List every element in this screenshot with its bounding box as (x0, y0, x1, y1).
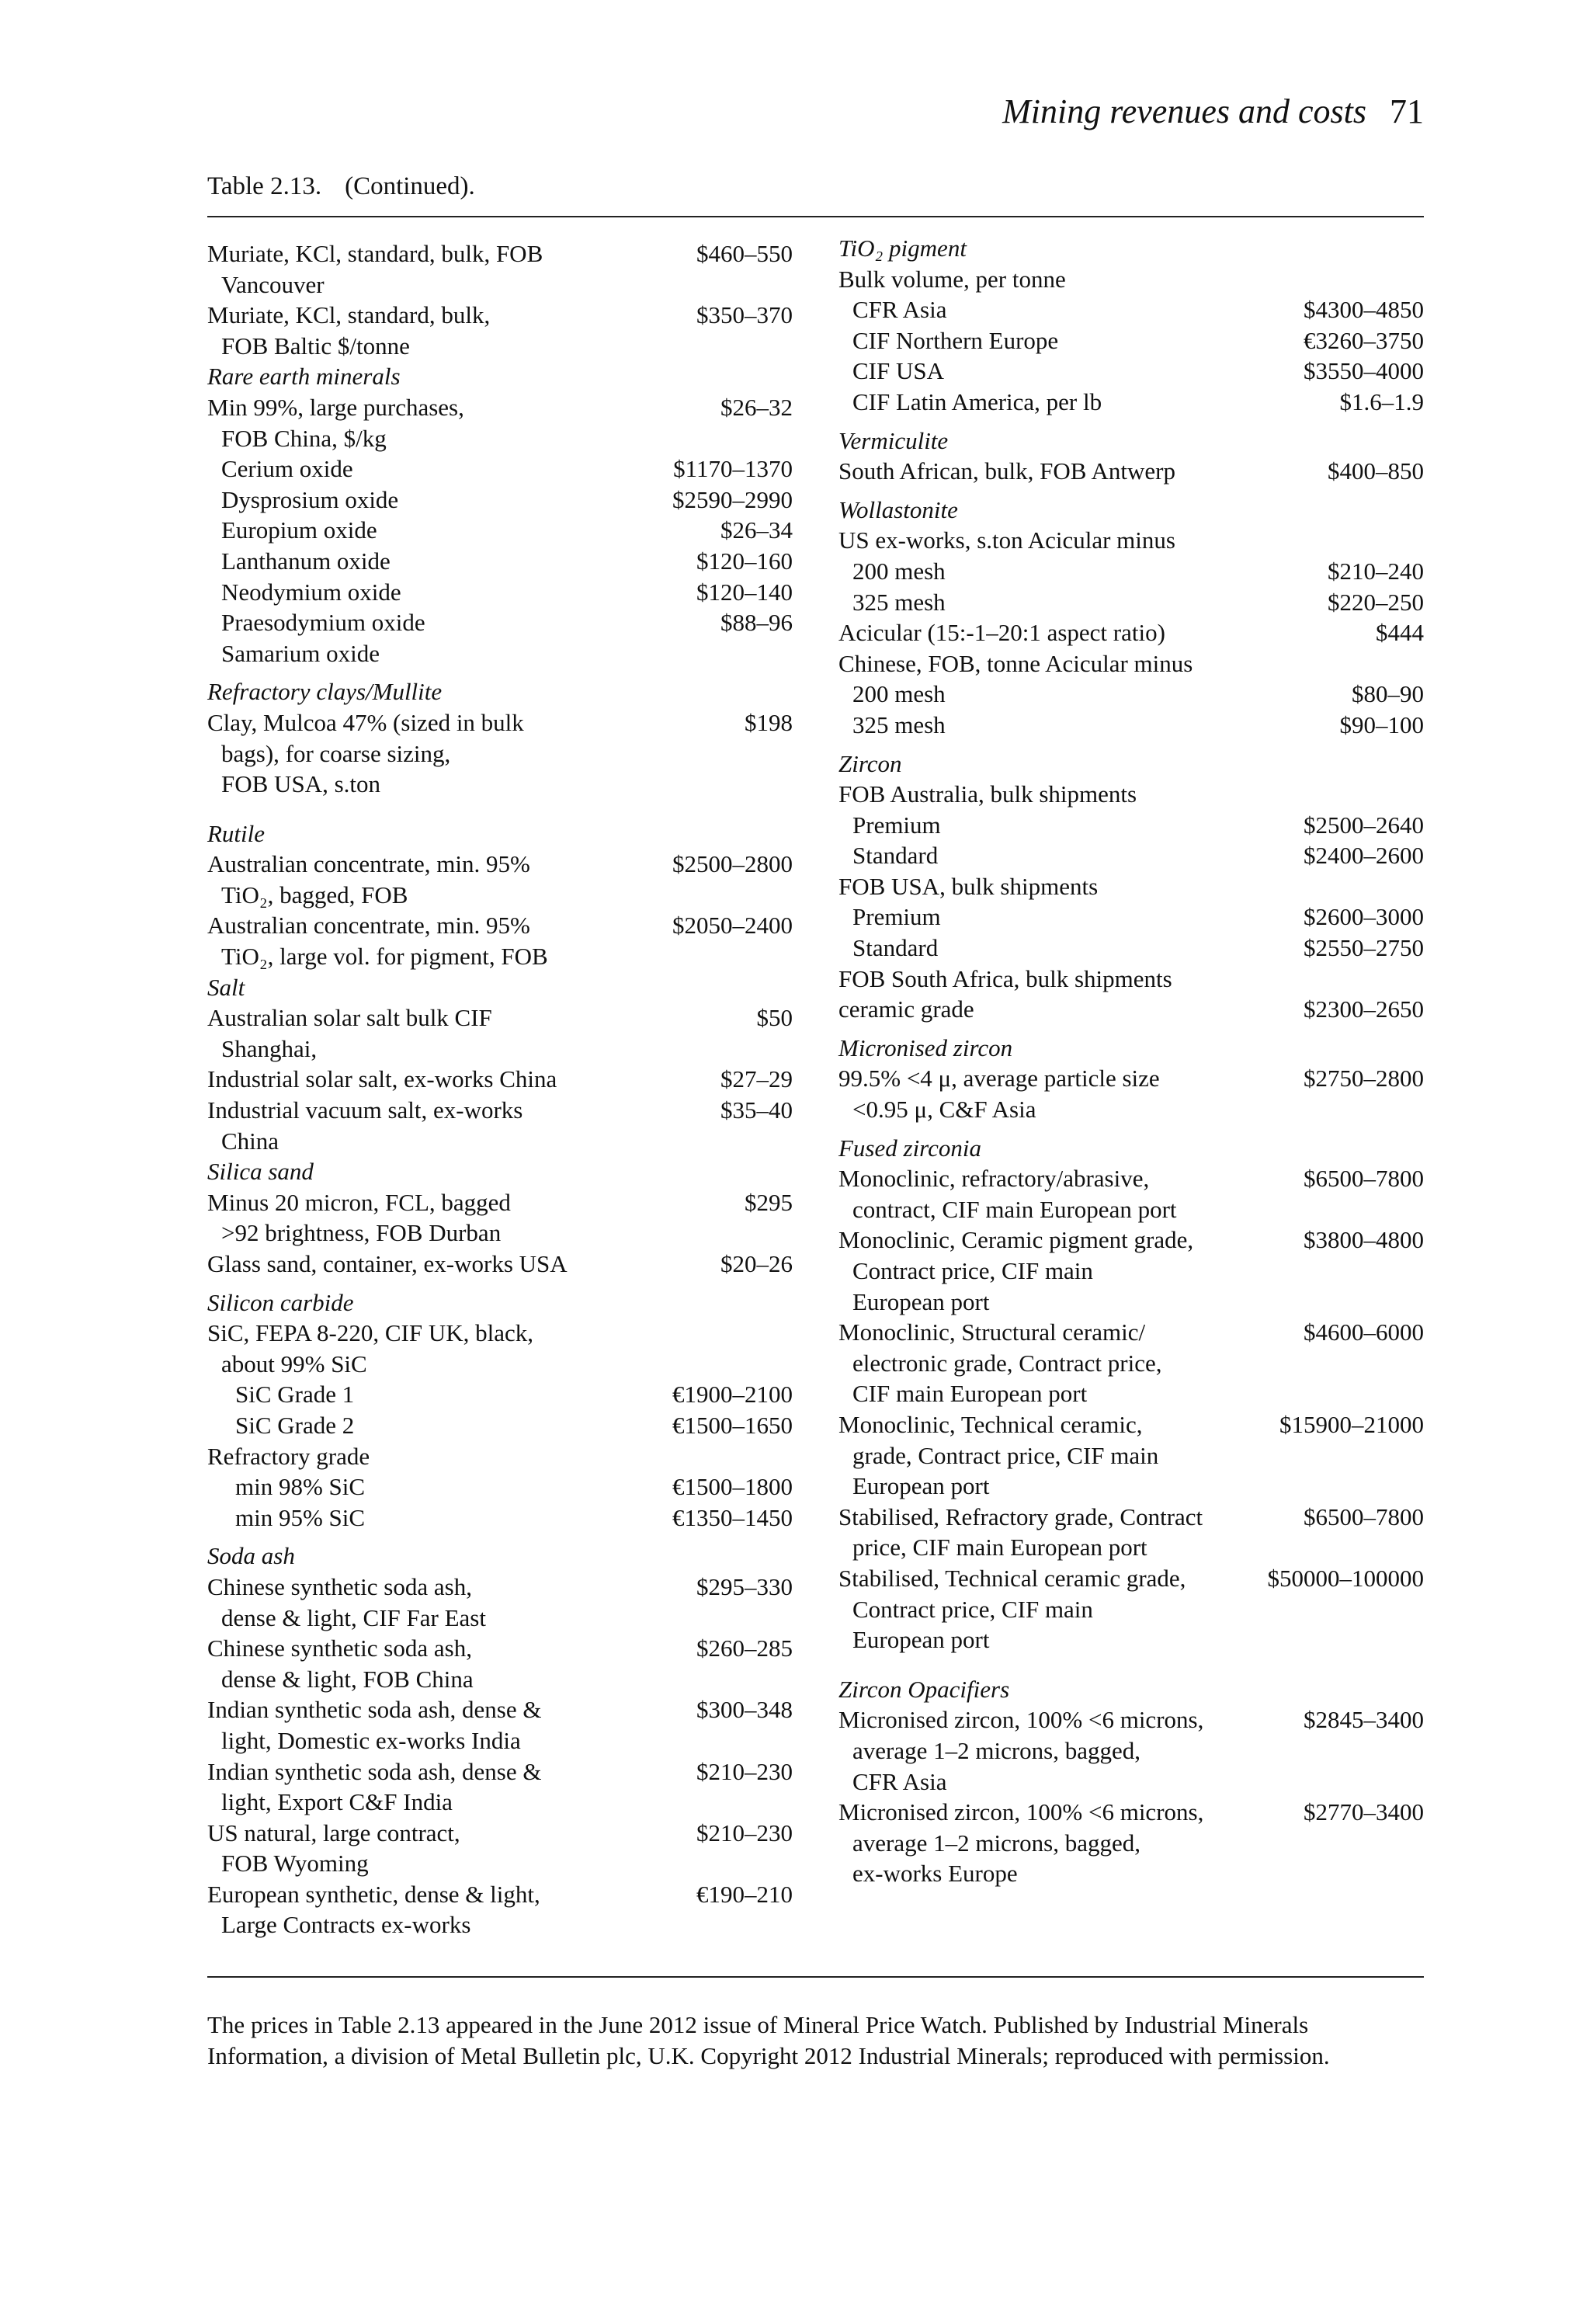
row-label: Australian concentrate, min. 95% (207, 912, 530, 940)
table-row (838, 587, 1424, 618)
row-price: $350–370 (696, 301, 793, 329)
row-price: $2500–2640 (1304, 811, 1424, 839)
row-label-continuation: light, Export C&F India (221, 1788, 453, 1816)
row-label: Acicular (15:-1–20:1 aspect ratio) (838, 619, 1165, 647)
row-label-continuation: TiO₂, large vol. for pigment, FOB (221, 943, 548, 971)
row-label: Clay, Mulcoa 47% (sized in bulk (207, 708, 524, 736)
table-footnote: The prices in Table 2.13 appeared in the June 2012 issue of Mineral Price Watch. Published by Industrial Minerals Information, a division of Metal Bulletin plc, U.K. Copyright 2012 Industrial Minerals; reproduced with permission. (207, 2011, 1330, 2069)
row-price: $26–32 (720, 393, 793, 421)
category-heading: Vermiculite (838, 426, 949, 454)
table-row (207, 1095, 793, 1156)
table-row (207, 300, 793, 361)
row-label: min 95% SiC (235, 1503, 366, 1531)
row-label-continuation: CFR Asia (852, 1767, 947, 1795)
table-row (207, 1441, 793, 1472)
page-number: 71 (1390, 92, 1424, 130)
table-row (838, 325, 1424, 356)
category-heading: Soda ash (207, 1542, 295, 1570)
row-label-continuation: European port (852, 1472, 990, 1500)
category-heading: Rare earth minerals (207, 363, 401, 391)
row-label-continuation: light, Domestic ex-works India (221, 1726, 521, 1754)
row-label: Muriate, KCl, standard, bulk, FOB (207, 240, 543, 267)
row-price: $20–26 (720, 1250, 793, 1277)
row-label: 325 mesh (852, 588, 946, 616)
table-row (838, 356, 1424, 387)
row-price: €3260–3750 (1304, 326, 1424, 354)
row-label: European synthetic, dense & light, (207, 1880, 540, 1908)
category-heading: Zircon (838, 749, 902, 777)
row-label: SiC Grade 1 (235, 1381, 355, 1409)
row-label: US natural, large contract, (207, 1819, 460, 1846)
row-label: FOB South Africa, bulk shipments (838, 964, 1172, 992)
row-price: $80–90 (1352, 680, 1424, 708)
table-row (207, 485, 793, 516)
table-number: Table 2.13. (207, 172, 322, 200)
table-row (838, 933, 1424, 964)
row-price: $4300–4850 (1304, 296, 1424, 324)
table-bottom-rule (207, 1976, 1424, 1978)
row-price: $295–330 (696, 1572, 793, 1600)
row-label: CIF Latin America, per lb (852, 387, 1102, 415)
row-price: $198 (745, 708, 793, 736)
row-label: min 98% SiC (235, 1473, 366, 1501)
table-row (207, 1502, 793, 1534)
row-label: CFR Asia (852, 296, 947, 324)
row-price: $300–348 (696, 1696, 793, 1724)
row-label: Glass sand, container, ex-works USA (207, 1250, 568, 1277)
row-label: Indian synthetic soda ash, dense & (207, 1757, 542, 1785)
row-label-continuation: FOB Baltic $/tonne (221, 332, 410, 360)
category-heading: Refractory clays/Mullite (207, 678, 443, 706)
table-row (838, 456, 1424, 487)
row-price: $6500–7800 (1304, 1165, 1424, 1193)
row-price: $220–250 (1328, 588, 1424, 616)
row-label-continuation: TiO₂, bagged, FOB (221, 881, 408, 908)
row-label-continuation: European port (852, 1287, 990, 1315)
row-label: Refractory grade (207, 1442, 370, 1470)
row-label: Europium oxide (221, 516, 377, 544)
row-price: $444 (1376, 619, 1424, 647)
row-label: Bulk volume, per tonne (838, 265, 1066, 293)
table-row (838, 840, 1424, 871)
row-price: $460–550 (696, 240, 793, 267)
category-heading: Rutile (207, 819, 266, 847)
row-price: $2590–2990 (672, 485, 793, 513)
row-price: $2050–2400 (672, 912, 793, 940)
table-row (207, 1249, 793, 1280)
row-price: $120–160 (696, 547, 793, 575)
row-label: Samarium oxide (221, 639, 380, 667)
running-title: Mining revenues and costs (1002, 92, 1366, 130)
row-price: $2770–3400 (1304, 1798, 1424, 1826)
row-label-continuation: bags), for coarse sizing, (221, 739, 451, 767)
row-price: $1170–1370 (673, 455, 793, 483)
table-caption (207, 172, 475, 201)
row-label: 200 mesh (852, 557, 946, 585)
table-row (838, 964, 1424, 995)
row-label: Monoclinic, Technical ceramic, (838, 1410, 1143, 1438)
row-label: FOB USA, bulk shipments (838, 872, 1099, 900)
table-row (207, 1818, 793, 1879)
row-price: $26–34 (720, 516, 793, 544)
row-price: $88–96 (720, 609, 793, 637)
category-heading: Silicon carbide (207, 1288, 354, 1316)
row-label: Indian synthetic soda ash, dense & (207, 1696, 542, 1724)
row-label-continuation: CIF main European port (852, 1380, 1088, 1408)
table-row (207, 1064, 793, 1095)
row-label-continuation: China (221, 1127, 279, 1155)
table-row (207, 910, 793, 971)
table-row (207, 1879, 793, 1940)
table-row (207, 638, 793, 669)
row-label: Australian concentrate, min. 95% (207, 850, 530, 878)
row-price: $295 (745, 1188, 793, 1216)
row-label-continuation: average 1–2 microns, bagged, (852, 1829, 1141, 1857)
row-price: $210–230 (696, 1819, 793, 1846)
category-heading: Salt (207, 973, 245, 1001)
row-price: $210–240 (1328, 557, 1424, 585)
category-heading: Silica sand (207, 1158, 314, 1186)
row-label: Monoclinic, refractory/abrasive, (838, 1165, 1150, 1193)
category-heading: TiO₂ pigment (838, 234, 967, 262)
row-label: Industrial solar salt, ex-works China (207, 1065, 557, 1093)
row-label: Monoclinic, Structural ceramic/ (838, 1318, 1146, 1346)
row-price: $2600–3000 (1304, 903, 1424, 931)
row-label: CIF Northern Europe (852, 326, 1059, 354)
row-label: Premium (852, 811, 941, 839)
row-price: €1350–1450 (672, 1503, 793, 1531)
table-left-column (207, 238, 793, 1940)
table-row (838, 1317, 1424, 1409)
table-row (838, 679, 1424, 710)
row-label: CIF USA (852, 357, 945, 385)
row-price: $15900–21000 (1279, 1410, 1424, 1438)
table-row (838, 1563, 1424, 1655)
table-row (207, 1471, 793, 1502)
row-label-continuation: Contract price, CIF main (852, 1595, 1093, 1623)
row-price: $120–140 (696, 578, 793, 606)
row-label: Dysprosium oxide (221, 485, 399, 513)
table-row (207, 1694, 793, 1756)
table-row (838, 525, 1424, 556)
row-label: Micronised zircon, 100% <6 microns, (838, 1706, 1204, 1734)
table-row (207, 238, 793, 300)
row-label-continuation: about 99% SiC (221, 1350, 367, 1377)
row-price: $6500–7800 (1304, 1502, 1424, 1530)
table-row (838, 901, 1424, 933)
row-label-continuation: <0.95 μ, C&F Asia (852, 1096, 1036, 1124)
category-heading: Fused zirconia (838, 1134, 981, 1162)
row-label-continuation: Contract price, CIF main (852, 1257, 1093, 1284)
row-price: $50 (756, 1004, 793, 1032)
row-label: Monoclinic, Ceramic pigment grade, (838, 1226, 1194, 1254)
table-row (838, 294, 1424, 325)
row-label: Industrial vacuum salt, ex-works (207, 1096, 523, 1124)
row-price: $4600–6000 (1304, 1318, 1424, 1346)
row-label: Standard (852, 934, 939, 962)
table-row (838, 556, 1424, 587)
row-label: Micronised zircon, 100% <6 microns, (838, 1798, 1204, 1826)
row-label-continuation: electronic grade, Contract price, (852, 1349, 1162, 1377)
table-row (207, 1572, 793, 1633)
row-label-continuation: Shanghai, (221, 1034, 318, 1062)
row-label-continuation: dense & light, FOB China (221, 1665, 474, 1693)
table-right-column (838, 233, 1424, 1889)
row-label-continuation: FOB USA, s.ton (221, 770, 380, 798)
table-row (207, 1756, 793, 1818)
row-label: Chinese synthetic soda ash, (207, 1572, 472, 1600)
row-price: $210–230 (696, 1757, 793, 1785)
row-label: SiC, FEPA 8-220, CIF UK, black, (207, 1319, 533, 1347)
row-price: $2550–2750 (1304, 934, 1424, 962)
row-price: $2845–3400 (1304, 1706, 1424, 1734)
row-price: $27–29 (720, 1065, 793, 1093)
table-row (838, 1163, 1424, 1225)
row-label-continuation: grade, Contract price, CIF main (852, 1441, 1159, 1469)
table-row (838, 387, 1424, 418)
row-label: Australian solar salt bulk CIF (207, 1004, 492, 1032)
row-label: Chinese, FOB, tonne Acicular minus (838, 649, 1193, 677)
table-row (838, 1225, 1424, 1317)
table-row (838, 1797, 1424, 1889)
table-row (838, 1409, 1424, 1502)
table-row (207, 707, 793, 800)
table-row (207, 1379, 793, 1410)
category-heading: Wollastonite (838, 495, 958, 523)
running-header (1002, 92, 1424, 131)
category-heading: Micronised zircon (838, 1033, 1013, 1061)
table-row (207, 392, 793, 453)
row-label: SiC Grade 2 (235, 1411, 355, 1439)
table-row (838, 1704, 1424, 1797)
table-row (838, 871, 1424, 902)
row-price: $2400–2600 (1304, 842, 1424, 870)
row-price: $90–100 (1339, 710, 1424, 738)
row-label: US ex-works, s.ton Acicular minus (838, 526, 1175, 554)
row-label: Cerium oxide (221, 455, 353, 483)
row-label: Standard (852, 842, 939, 870)
row-label-continuation: Large Contracts ex-works (221, 1911, 471, 1939)
row-label-continuation: Vancouver (221, 270, 325, 298)
row-label: 325 mesh (852, 710, 946, 738)
row-label: Lanthanum oxide (221, 547, 391, 575)
row-label: Premium (852, 903, 941, 931)
row-price: $2500–2800 (672, 850, 793, 878)
row-label: ceramic grade (838, 995, 974, 1023)
row-label: 200 mesh (852, 680, 946, 708)
row-label: Neodymium oxide (221, 578, 401, 606)
row-label: Minus 20 micron, FCL, bagged (207, 1188, 511, 1216)
row-price: $2750–2800 (1304, 1065, 1424, 1093)
table-row (207, 1002, 793, 1064)
table-row (207, 515, 793, 546)
row-label: Min 99%, large purchases, (207, 393, 464, 421)
table-row (838, 1063, 1424, 1124)
row-label-continuation: >92 brightness, FOB Durban (221, 1219, 502, 1247)
table-row (838, 710, 1424, 741)
table-row (838, 779, 1424, 810)
table-row (207, 1187, 793, 1249)
row-label-continuation: FOB China, $/kg (221, 424, 387, 452)
row-label: Muriate, KCl, standard, bulk, (207, 301, 491, 329)
row-label-continuation: contract, CIF main European port (852, 1195, 1177, 1223)
row-label: Stabilised, Technical ceramic grade, (838, 1564, 1186, 1592)
table-top-rule (207, 216, 1424, 217)
row-price: $2300–2650 (1304, 995, 1424, 1023)
table-row (207, 849, 793, 910)
row-label-continuation: price, CIF main European port (852, 1534, 1147, 1561)
row-price: €190–210 (696, 1880, 793, 1908)
row-label: Stabilised, Refractory grade, Contract (838, 1502, 1203, 1530)
row-price: $35–40 (720, 1096, 793, 1124)
row-price: $50000–100000 (1267, 1564, 1424, 1592)
table-row (207, 577, 793, 608)
table-row (207, 1410, 793, 1441)
row-price: €1500–1650 (672, 1411, 793, 1439)
row-label: FOB Australia, bulk shipments (838, 780, 1137, 808)
table-row (207, 1633, 793, 1694)
row-label-continuation: average 1–2 microns, bagged, (852, 1736, 1141, 1764)
table-row (838, 994, 1424, 1025)
row-price: $1.6–1.9 (1339, 387, 1424, 415)
row-price: $3800–4800 (1304, 1226, 1424, 1254)
row-price: $3550–4000 (1304, 357, 1424, 385)
table-continued: (Continued). (345, 172, 475, 200)
row-label-continuation: FOB Wyoming (221, 1850, 369, 1878)
row-label: Praesodymium oxide (221, 609, 425, 637)
table-row (207, 1318, 793, 1379)
table-row (207, 453, 793, 485)
row-label: Chinese synthetic soda ash, (207, 1634, 472, 1662)
row-price: $400–850 (1328, 457, 1424, 485)
row-price: €1500–1800 (672, 1473, 793, 1501)
row-label-continuation: ex-works Europe (852, 1860, 1018, 1888)
row-price: €1900–2100 (672, 1381, 793, 1409)
table-row (207, 607, 793, 638)
row-label: 99.5% <4 μ, average particle size (838, 1065, 1160, 1093)
table-row (838, 648, 1424, 679)
table-row (207, 546, 793, 577)
row-price: $260–285 (696, 1634, 793, 1662)
table-row (838, 810, 1424, 841)
table-row (838, 1502, 1424, 1563)
table-row (838, 617, 1424, 648)
table-row (838, 264, 1424, 295)
row-label-continuation: dense & light, CIF Far East (221, 1603, 486, 1631)
category-heading: Zircon Opacifiers (838, 1675, 1010, 1703)
row-label: South African, bulk, FOB Antwerp (838, 457, 1175, 485)
row-label-continuation: European port (852, 1626, 990, 1654)
